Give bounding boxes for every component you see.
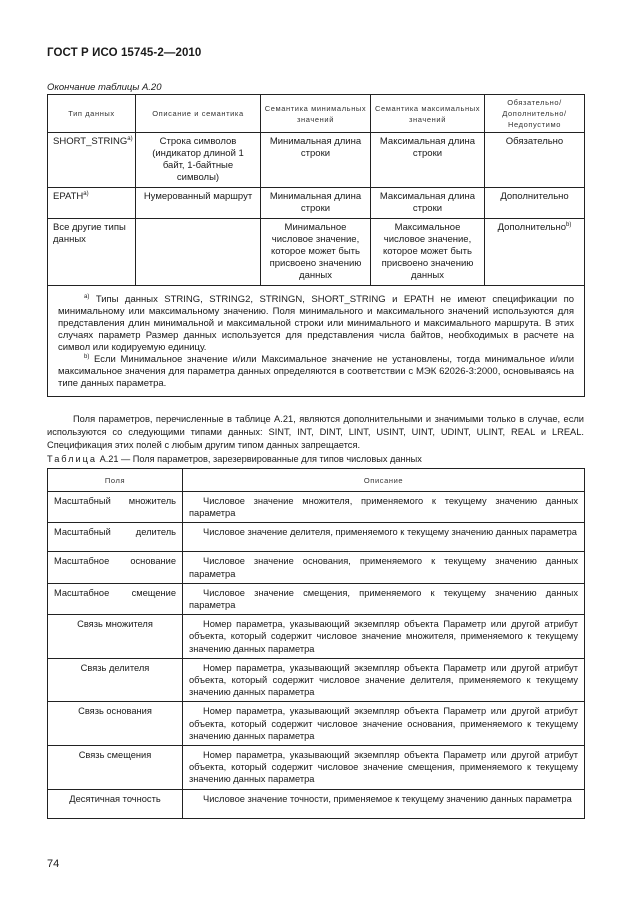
table-row [48, 523, 585, 552]
cell-field: Масштабный делитель [48, 523, 183, 552]
table-a21 [47, 468, 585, 819]
cell-description: Номер параметра, указывающий экземпляр объекта Параметр или другой атрибут объекта, который содержит числовое значение множителя, применяемого к текущему значению данных параметра [183, 615, 585, 659]
table-row [48, 492, 585, 523]
column-header-description: Описание [183, 469, 585, 492]
column-header-max-semantics: Семантика максимальных значений [371, 95, 485, 133]
body-paragraph: Поля параметров, перечисленные в таблице А.21, являются дополнительными и значимыми только в случае, если используются со следующими типами данных: SINT, INT, DINT, LINT, USINT, UINT, UDINT, ULINT, REAL и LREAL. Спецификация этих полей с любым другим типом данных запрещается. [47, 414, 584, 450]
table-row [48, 615, 585, 659]
cell-max: Максимальная длина строки [371, 133, 485, 188]
cell-min: Минимальная длина строки [261, 188, 371, 219]
table-row [48, 219, 585, 286]
table-row [48, 789, 585, 818]
cell-field: Масштабный множитель [48, 492, 183, 523]
cell-description [136, 219, 261, 286]
table-row [48, 133, 585, 188]
cell-min: Минимальная длина строки [261, 133, 371, 188]
cell-field: Связь основания [48, 702, 183, 746]
table-row [48, 188, 585, 219]
column-header-fields: Поля [48, 469, 183, 492]
column-header-description: Описание и семантика [136, 95, 261, 133]
column-header-data-type: Тип данных [48, 95, 136, 133]
cell-requirement: Дополнительно$^{b)}$ [485, 219, 585, 286]
cell-requirement: Обязательно [485, 133, 585, 188]
footnotes [48, 286, 585, 397]
cell-max: Максимальная длина строки [371, 188, 485, 219]
table-a21-caption: Таблица А.21 — Поля параметров, зарезервированные для типов числовых данных [47, 454, 422, 464]
cell-description: Числовое значение множителя, применяемого к текущему значению данных параметра [183, 492, 585, 523]
cell-field: Масштабное основание [48, 552, 183, 583]
document-header: ГОСТ Р ИСО 15745-2—2010 [47, 47, 202, 59]
cell-description: Числовое значение смещения, применяемого к текущему значению данных параметра [183, 583, 585, 614]
table-row [48, 583, 585, 614]
cell-data-type: EPATH$^{a)}$ [48, 188, 136, 219]
column-header-requirement: Обязательно/ Дополнительно/ Недопустимо [485, 95, 585, 133]
cell-description: Числовое значение основания, применяемого к текущему значению данных параметра [183, 552, 585, 583]
cell-description: Строка символов (индикатор длиной 1 байт, 1-байтные символы) [136, 133, 261, 188]
table-a20 [47, 94, 585, 397]
cell-field: Связь смещения [48, 746, 183, 790]
table-a20-caption: Окончание таблицы А.20 [47, 82, 162, 93]
table-row [48, 746, 585, 790]
cell-requirement: Дополнительно [485, 188, 585, 219]
footnotes-row [48, 286, 585, 397]
cell-field: Масштабное смещение [48, 583, 183, 614]
page-number: 74 [47, 858, 60, 870]
cell-data-type: SHORT_STRING$^{a)}$ [48, 133, 136, 188]
column-header-min-semantics: Семантика минимальных значений [261, 95, 371, 133]
cell-description: Числовое значение делителя, применяемого к текущему значению данных параметра [183, 523, 585, 552]
cell-description: Номер параметра, указывающий экземпляр объекта Параметр или другой атрибут объекта, который содержит числовое значение делителя, применяемого к текущему значению данных параметра [183, 658, 585, 702]
footnote-a: $^{a)}$ Типы данных STRING, STRING2, STRINGN, SHORT_STRING и EPATH не имеют спецификации по минимальному или максимальному значению. Поля минимального и максимального значений используются для представления длин минимальной и максимальной строки или минимального и максимального маршрута. В этих случаях параметр Размер данных используется для представления числа байтов, необходимых в расчете на символ или кодируемую единицу. [58, 293, 575, 353]
cell-description: Нумерованный маршрут [136, 188, 261, 219]
cell-max: Максимальное числовое значение, которое может быть присвоено значению данных [371, 219, 485, 286]
table-row [48, 658, 585, 702]
cell-field: Связь делителя [48, 658, 183, 702]
cell-data-type: Все другие типы данных [48, 219, 136, 286]
cell-description: Числовое значение точности, применяемое к текущему значению данных параметра [183, 789, 585, 818]
footnote-b: $^{b)}$ Если Минимальное значение и/или Максимальное значение не установлены, тогда минимальное и/или максимальное значения для параметра данных определяются в соответствии с МЭК 62026-3:2000, основываясь на типе данных параметра. [58, 353, 574, 389]
cell-min: Минимальное числовое значение, которое может быть присвоено значению данных [261, 219, 371, 286]
cell-description: Номер параметра, указывающий экземпляр объекта Параметр или другой атрибут объекта, который содержит числовое значение основания, применяемого к текущему значению данных параметра [183, 702, 585, 746]
cell-description: Номер параметра, указывающий экземпляр объекта Параметр или другой атрибут объекта, который содержит числовое значение смещения, применяемого к текущему значению данных параметра [183, 746, 585, 790]
cell-field: Десятичная точность [48, 789, 183, 818]
table-row [48, 702, 585, 746]
cell-field: Связь множителя [48, 615, 183, 659]
table-row [48, 552, 585, 583]
